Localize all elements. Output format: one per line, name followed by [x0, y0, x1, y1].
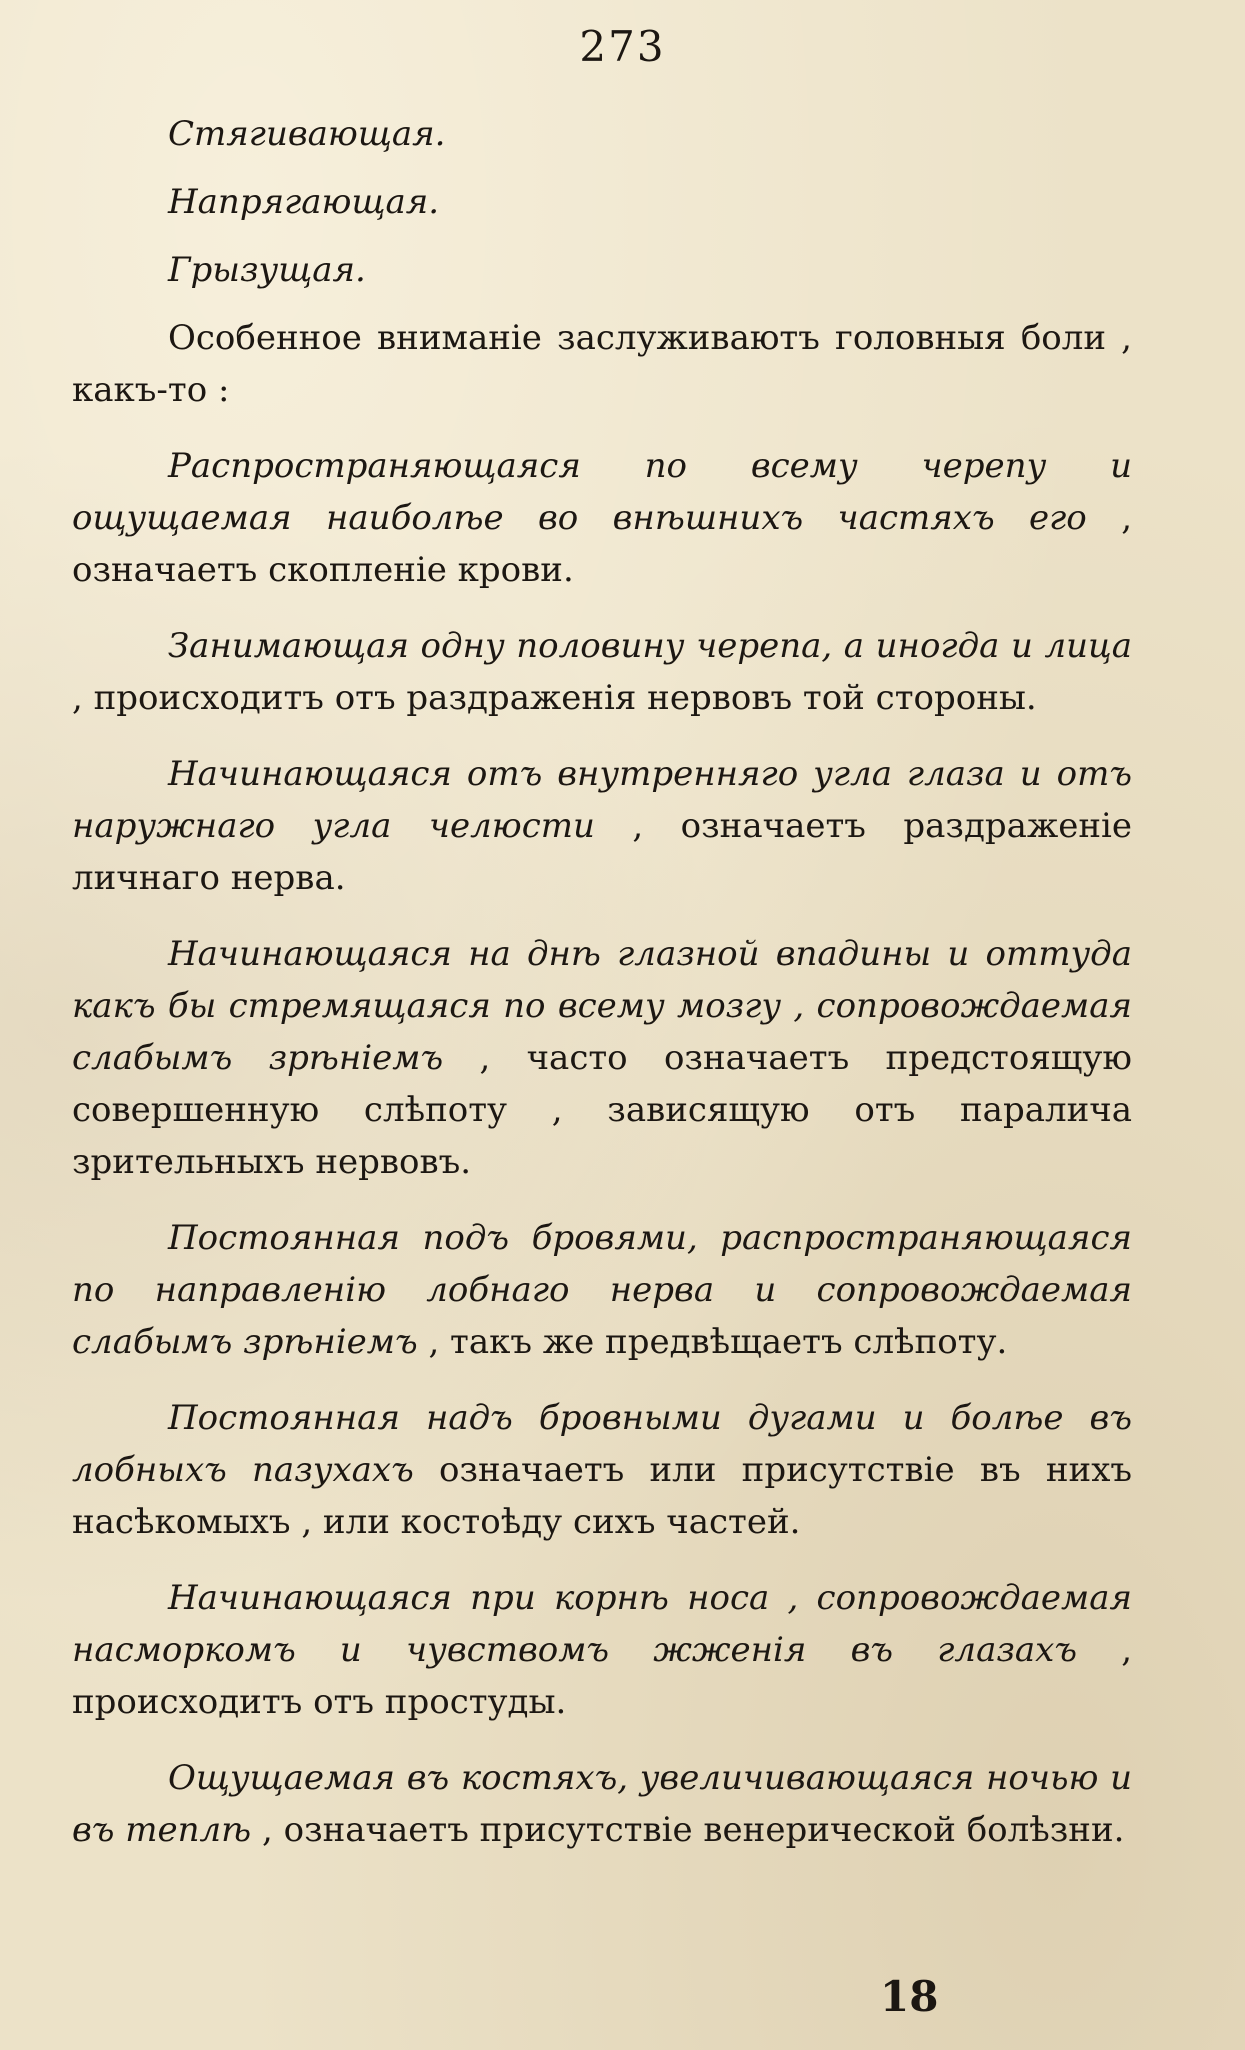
paragraph [72, 1212, 1132, 1368]
paragraph-italic: Начинающаяся при корнѣ носа , сопровождаемая насморкомъ и чувствомъ жженія въ глазахъ [72, 1578, 1132, 1670]
paragraph-italic: Начинающаяся на днѣ глазной впадины и оттуда какъ бы стремящаяся по всему мозгу , сопровождаемая слабымъ зрѣніемъ [72, 934, 1132, 1078]
paragraph-roman: , часто означаетъ предстоящую совершенную слѣпоту , зависящую отъ паралича зрительныхъ нервовъ. [72, 1038, 1132, 1182]
paragraph [72, 440, 1132, 596]
paragraph-roman: , означаетъ присутствіе венерической болѣзни. [261, 1810, 1125, 1850]
paragraph [72, 312, 1132, 416]
paragraph-roman: Особенное вниманіе заслуживаютъ головныя боли , какъ-то : [72, 318, 1132, 410]
paragraph [72, 748, 1132, 904]
paragraph [72, 1392, 1132, 1548]
paragraph-roman: , означаетъ раздраженіе личнаго нерва. [72, 806, 1132, 898]
signature-mark: 18 [880, 1972, 939, 2021]
paragraph-italic: Ощущаемая въ костяхъ, увеличивающаяся ночью и въ теплѣ [72, 1758, 1132, 1850]
paragraph-roman: , происходитъ отъ раздраженія нервовъ той стороны. [72, 678, 1037, 718]
list-item: Стягивающая. [168, 114, 446, 154]
paragraph-roman: , такъ же предвѣщаетъ слѣпоту. [428, 1322, 1008, 1362]
paragraph-italic: Занимающая одну половину черепа, а иногда и лица [168, 626, 1132, 666]
paragraph-roman: означаетъ или присутствіе въ нихъ насѣкомыхъ , или костоѣду сихъ частей. [72, 1450, 1132, 1542]
paragraph-italic: Распространяющаяся по всему черепу и ощущаемая наиболѣе во внѣшнихъ частяхъ его [72, 446, 1132, 538]
list-item: Напрягающая. [168, 182, 440, 222]
page-text [72, 108, 1132, 1880]
paragraph [72, 620, 1132, 724]
paragraph-italic: Начинающаяся отъ внутренняго угла глаза и отъ наружнаго угла челюсти [72, 754, 1132, 846]
list-item: Грызущая. [168, 250, 366, 290]
paragraph [72, 1572, 1132, 1728]
page-number: 273 [579, 22, 666, 71]
paragraph-italic: Постоянная подъ бровями, распространяющаяся по направленію лобнаго нерва и сопровождаемая слабымъ зрѣніемъ [72, 1218, 1132, 1362]
paragraph-italic: Постоянная надъ бровными дугами и болѣе въ лобныхъ пазухахъ [72, 1398, 1132, 1490]
paragraph-roman: , происходитъ отъ простуды. [72, 1630, 1132, 1722]
paragraph-roman: , означаетъ скопленіе крови. [72, 498, 1132, 590]
paragraph [72, 1752, 1132, 1856]
paragraph [72, 928, 1132, 1188]
